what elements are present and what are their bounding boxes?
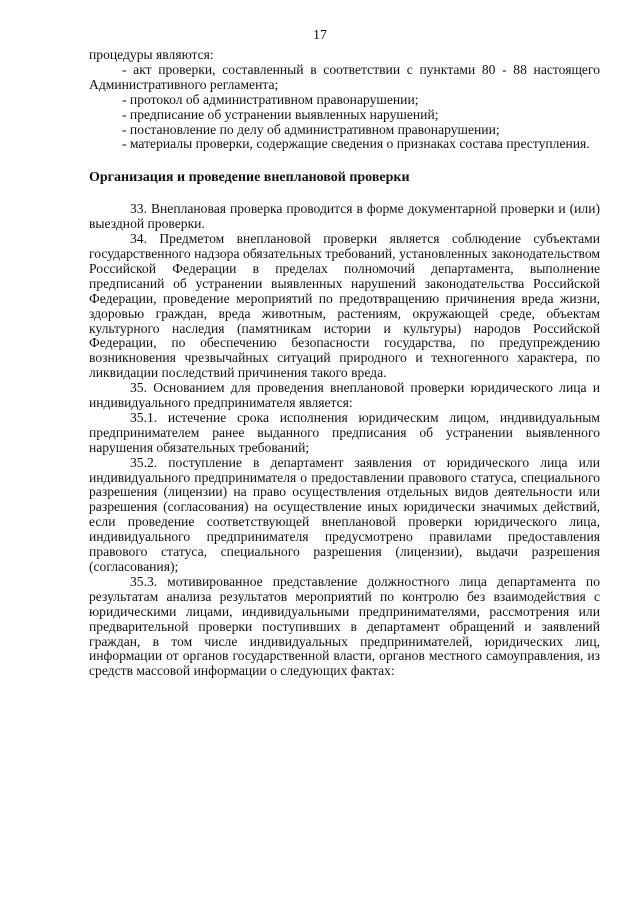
evidence-list-item: - предписание об устранении выявленных нарушений; xyxy=(122,106,439,122)
document-body xyxy=(89,48,600,679)
evidence-list-item: - протокол об административном правонарушении; xyxy=(122,91,419,107)
evidence-list-item: - материалы проверки, содержащие сведения о признаках состава преступления. xyxy=(122,136,590,152)
evidence-list-item: - постановление по делу об административном правонарушении; xyxy=(122,121,500,137)
paragraph-35-2: 35.2. поступление в департамент заявления от юридического лица или индивидуального предпринимателя о предоставлении правового статуса, специального разрешения (лицензии) на право осуществления отдельных видов деятельности или разрешения (согласования) на осуществление иных юридически значимых действий, если проведение соответствующей внеплановой проверки юридического лица, индивидуального предпринимателя предусмотрено правилами предоставления правового статуса, специального разрешения (лицензии), выдачи разрешения (согласования); xyxy=(89,454,600,574)
paragraph-35-1: 35.1. истечение срока исполнения юридическим лицом, индивидуальным предпринимателем ранее выданного предписания об устранении выявленного нарушения обязательных требований; xyxy=(89,409,600,455)
paragraph-35-3: 35.3. мотивированное представление должностного лица департамента по результатам анализа результатов мероприятий по контролю без взаимодействия с юридическими лицами, индивидуальными предпринимателями, рассмотрения или предварительной проверки поступивших в департамент обращений и заявлений граждан, в том числе индивидуальных предпринимателей, юридических лиц, информации от органов государственной власти, органов местного самоуправления, из средств массовой информации о следующих фактах: xyxy=(89,573,600,679)
paragraph-33: 33. Внеплановая проверка проводится в форме документарной проверки и (или) выездной проверки. xyxy=(89,201,600,232)
section-heading: Организация и проведение внеплановой проверки xyxy=(89,170,410,186)
paragraph-35: 35. Основанием для проведения внеплановой проверки юридического лица и индивидуального предпринимателя является: xyxy=(89,380,600,411)
intro-line: процедуры являются: xyxy=(89,47,214,62)
page-number: 17 xyxy=(313,28,327,43)
evidence-list-item: - акт проверки, составленный в соответствии с пунктами 80 - 88 настоящего Административного регламента; xyxy=(89,61,600,92)
paragraph-34: 34. Предметом внеплановой проверки является соблюдение субъектами государственного надзора обязательных требований, установленных законодательством Российской Федерации в пределах полномочий департамента, выполнение предписаний об устранении выявленных нарушений законодательства Российской Федерации, проведение мероприятий по предотвращению причинения вреда жизни, здоровью граждан, вреда животным, растениям, окружающей среде, объектам культурного наследия (памятникам истории и культуры) народов Российской Федерации, по обеспечению безопасности государства, по предупреждению возникновения чрезвычайных ситуаций природного и техногенного характера, по ликвидации последствий причинения такого вреда. xyxy=(89,231,600,381)
